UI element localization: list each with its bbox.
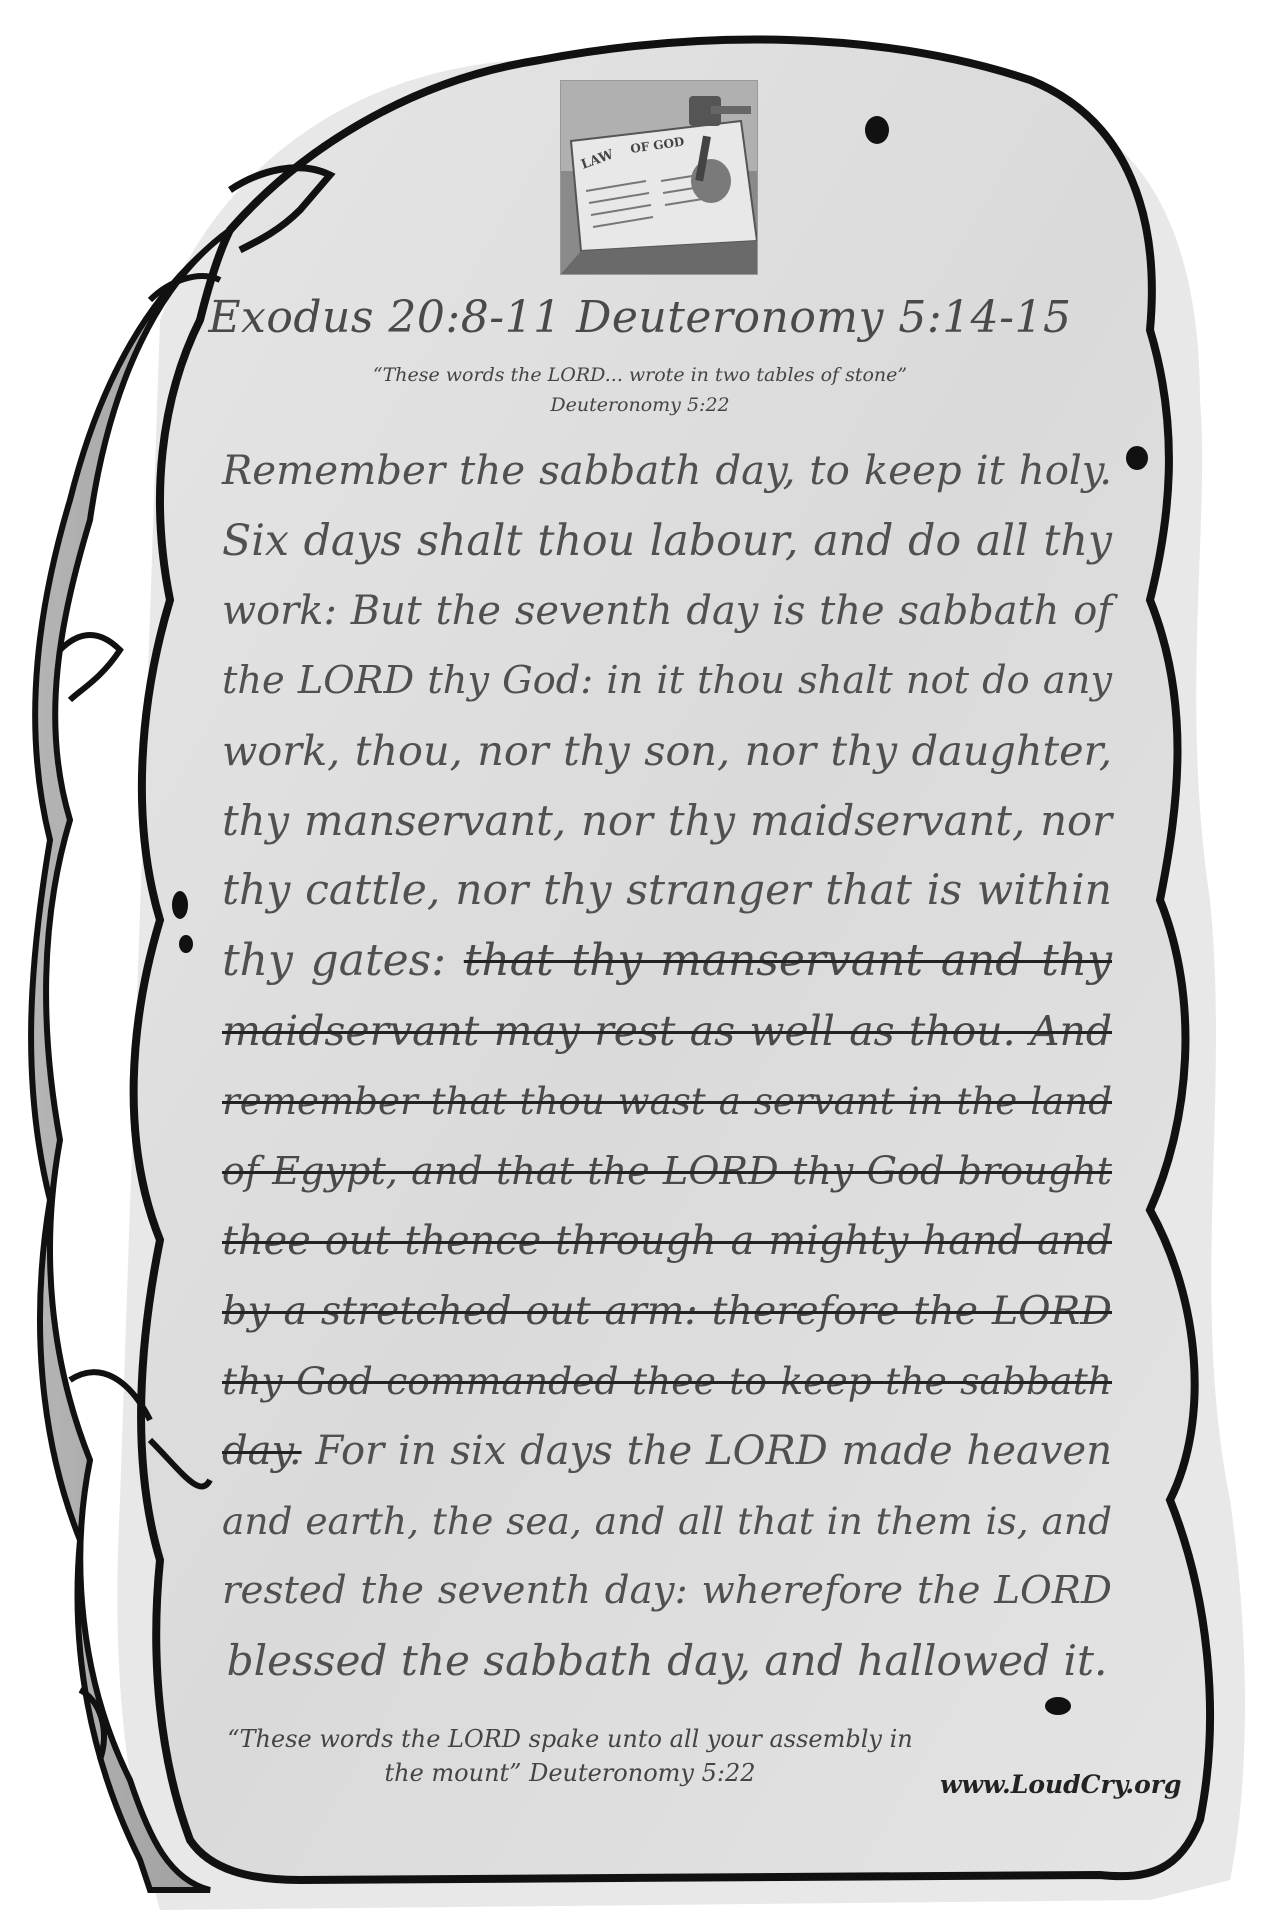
verse-text: the LORD thy God: in it thou shalt not do any [222, 658, 1112, 703]
hand-icon [691, 159, 731, 203]
verse-text: Remember the sabbath day, to keep it holy. [222, 448, 1112, 494]
verse-text: thy manservant, nor thy maidservant, nor [222, 796, 1112, 845]
verse-text: work, thou, nor thy son, nor thy daughter, [222, 727, 1112, 775]
struck-text: remember that thou wast a servant in the land [222, 1079, 1112, 1123]
scripture-reference: Exodus 20:8-11 Deuteronomy 5:14-15 [208, 292, 1072, 343]
top-quote [300, 360, 980, 420]
struck-text: by a stretched out arm: therefore the LORD [222, 1288, 1112, 1334]
chip-mark [172, 891, 188, 919]
bottom-quote [190, 1722, 950, 1790]
verse-line [222, 646, 1112, 716]
struck-text: that thy manservant and thy [463, 935, 1112, 986]
verse-line [222, 1486, 1112, 1556]
verse-line [222, 506, 1112, 576]
struck-text: maidservant may rest as well as thou. And [222, 1007, 1112, 1055]
verse-line [222, 1346, 1112, 1416]
engraving-right-word: OF GOD [629, 134, 686, 156]
crack-mark [60, 635, 120, 700]
struck-text: thee out thence through a mighty hand and [222, 1218, 1112, 1264]
verse-text: thy gates: [222, 935, 464, 986]
bottom-quote-source: the mount” Deuteronomy 5:22 [384, 1759, 756, 1787]
verse-line [222, 856, 1112, 926]
verse-line [222, 786, 1112, 856]
verse-text: rested the seventh day: wherefore the LORD [222, 1568, 1112, 1613]
verse-text: work: But the seventh day is the sabbath of [222, 588, 1112, 634]
chip-mark [1045, 1697, 1071, 1715]
engraving-left-word: LAW [579, 147, 616, 173]
verse-line [222, 926, 1112, 996]
verse-line [222, 1206, 1112, 1276]
commandment-text [222, 436, 1112, 1696]
verse-line [222, 1136, 1112, 1206]
verse-text: For in six days the LORD made heaven [301, 1428, 1112, 1474]
engraving-photo-graphic [561, 81, 757, 274]
struck-text: thy God commanded thee to keep the sabbath [222, 1359, 1112, 1403]
verse-text: Six days shalt thou labour, and do all thy [222, 516, 1112, 566]
verse-line [222, 576, 1112, 646]
verse-text: blessed the sabbath day, and hallowed it. [226, 1636, 1108, 1685]
struck-text: day. [222, 1428, 302, 1474]
verse-line [222, 1066, 1112, 1136]
struck-text: of Egypt, and that the LORD thy God brought [222, 1149, 1112, 1193]
verse-line [222, 1556, 1112, 1626]
top-quote-source: Deuteronomy 5:22 [550, 394, 730, 416]
tablet-engraving-photo [560, 80, 758, 275]
verse-line [222, 1276, 1112, 1346]
verse-line [222, 436, 1112, 506]
verse-line [222, 996, 1112, 1066]
verse-text: thy cattle, nor thy stranger that is within [222, 866, 1112, 915]
top-quote-line: “These words the LORD... wrote in two tables of stone” [372, 364, 908, 386]
verse-line [222, 1626, 1112, 1696]
chip-mark [179, 935, 193, 953]
verse-text: and earth, the sea, and all that in them is, and [222, 1499, 1112, 1543]
verse-line [222, 716, 1112, 786]
bottom-quote-line: “These words the LORD spake unto all your assembly in [227, 1725, 913, 1753]
chip-mark [865, 116, 889, 144]
website-link[interactable]: www.LoudCry.org [940, 1770, 1182, 1799]
chip-mark [1126, 446, 1148, 470]
verse-line [222, 1416, 1112, 1486]
